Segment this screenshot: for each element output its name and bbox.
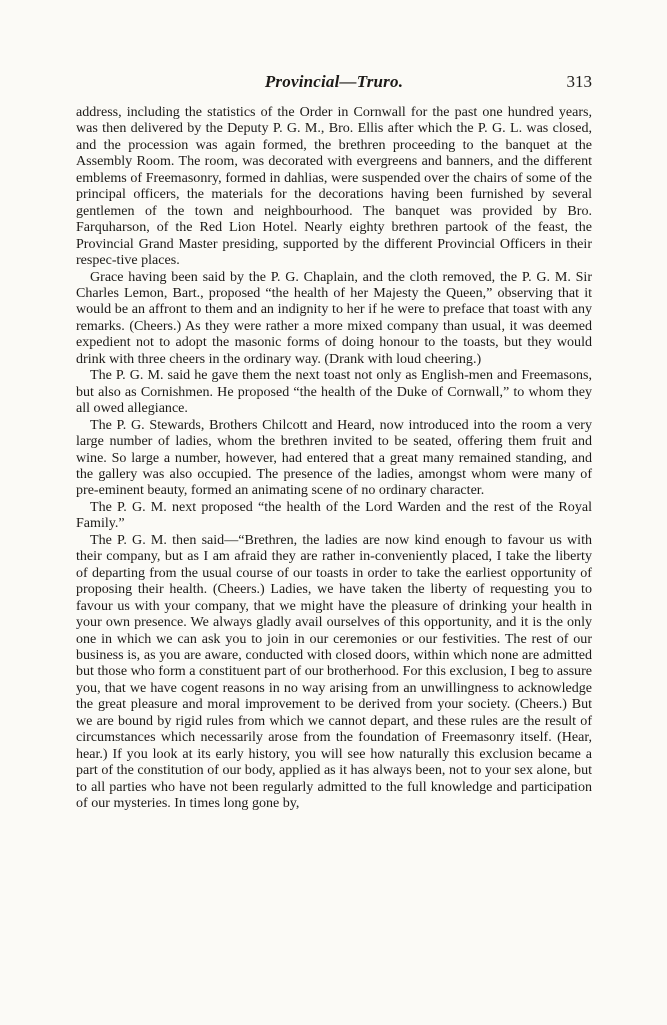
page-number: 313: [566, 72, 592, 91]
paragraph: The P. G. Stewards, Brothers Chilcott and Heard, now introduced into the room a very large number of ladies, whom the brethren invited to be seated, offering them fruit and wine. So large a number, however, had entered that a great many remained standing, and the gallery was also occupied. The presence of the ladies, amongst whom were many of pre-eminent beauty, formed an animating scene of no ordinary character.: [76, 416, 592, 499]
paragraph: The P. G. M. next proposed “the health of the Lord Warden and the rest of the Royal Family.”: [76, 498, 592, 532]
body-text: [76, 104, 592, 811]
paragraph: The P. G. M. then said—“Brethren, the ladies are now kind enough to favour us with their company, but as I am afraid they are rather in-conveniently placed, I take the liberty of departing from the usual course of our toasts in order to take the earliest opportunity of proposing their health. (Cheers.) Ladies, we have taken the liberty of requesting you to favour us with your company, that we might have the pleasure of drinking your health in your own presence. We always gladly avail ourselves of this opportunity, and it is the only one in which we can ask you to join in our ceremonies or our festivities. The rest of our business is, as you are aware, conducted with closed doors, within which none are admitted but those who form a constituent part of our brotherhood. For this exclusion, I beg to assure you, that we have cogent reasons in no way arising from an unwillingness to acknowledge the great pleasure and moral improvement to be derived from your society. (Cheers.) But we are bound by rigid rules from which we cannot depart, and these rules are the result of circumstances which necessarily arose from the foundation of Freemasonry itself. (Hear, hear.) If you look at its early history, you will see how naturally this exclusion became a part of the constitution of our body, applied as it has always been, not to your sex alone, but to all parties who have not been regularly admitted to the full knowledge and participation of our mysteries. In times long gone by,: [76, 531, 592, 812]
paragraph: address, including the statistics of the Order in Cornwall for the past one hundred years, was then delivered by the Deputy P. G. M., Bro. Ellis after which the P. G. L. was closed, and the procession was again formed, the brethren proceeding to the banquet at the Assembly Room. The room, was decorated with evergreens and banners, and the different emblems of Freemasonry, formed in dahlias, were suspended over the chairs of some of the principal officers, the materials for the decorations having been furnished by several gentlemen of the town and neighbourhood. The banquet was provided by Bro. Farquharson, of the Red Lion Hotel. Nearly eighty brethren partook of the feast, the Provincial Grand Master presiding, supported by the different Provincial Officers in their respec-tive places.: [76, 104, 592, 269]
paragraph: The P. G. M. said he gave them the next toast not only as English-men and Freemasons, but also as Cornishmen. He proposed “the health of the Duke of Cornwall,” to whom they all owed allegiance.: [76, 367, 592, 417]
book-page: [76, 72, 592, 811]
page-header: [76, 72, 592, 102]
paragraph: Grace having been said by the P. G. Chaplain, and the cloth removed, the P. G. M. Sir Charles Lemon, Bart., proposed “the health of her Majesty the Queen,” observing that it would be an affront to them and an indignity to her if he were to preface that toast with any remarks. (Cheers.) As they were rather a more mixed company than usual, it was deemed expedient not to adopt the masonic forms of doing honour to the toasts, but they would drink with three cheers in the ordinary way. (Drank with loud cheering.): [76, 268, 592, 367]
running-head: Provincial—Truro.: [264, 72, 404, 91]
